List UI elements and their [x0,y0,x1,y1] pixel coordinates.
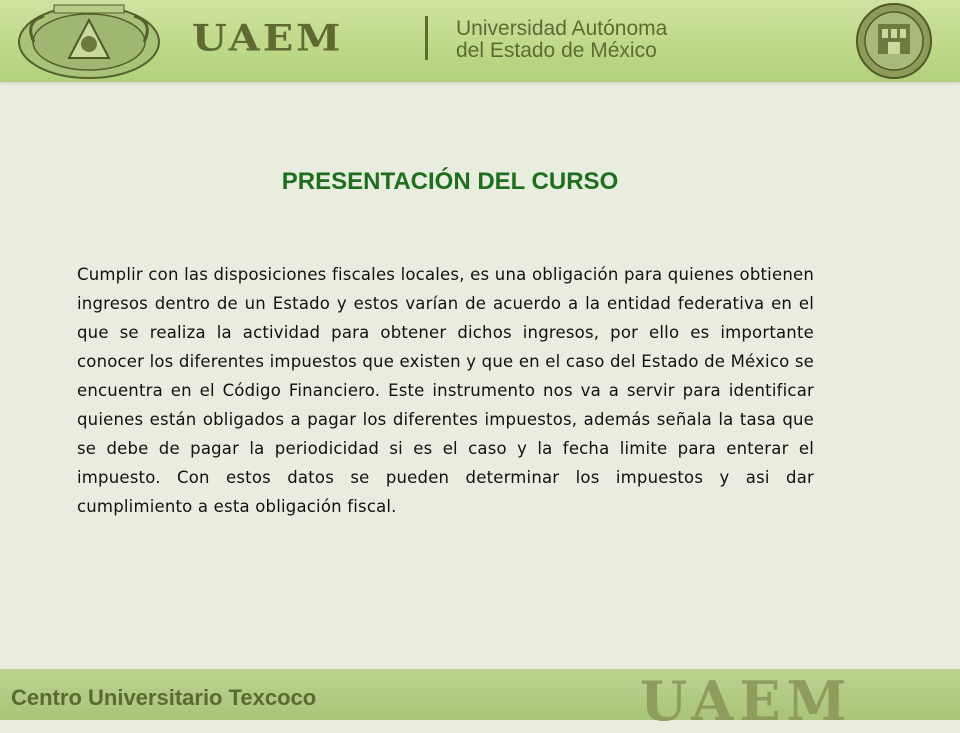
campus-label: Centro Universitario Texcoco [11,685,317,710]
course-description: Cumplir con las disposiciones fiscales locales, es una obligación para quienes obtienen ingresos dentro de un Estado y estos varían de acuerdo a la entidad federativa en el que se realiza la actividad para obtener dichos ingresos, por ello es importante conocer los diferentes impuestos que existen y que en el caso del Estado de México se encuentra en el Código Financiero. Este instrumento nos va a servir para identificar quienes están obligados a pagar los diferentes impuestos, además señala la tasa que se debe de pagar la periodicidad si es el caso y la fecha limite para enterar el impuesto. Con estos datos se pueden determinar los impuestos y asi dar cumplimiento a esta obligación fiscal. [77,265,814,516]
uaem-wordmark: UAEM [192,17,344,60]
university-name-line1: Universidad Autónoma [456,17,668,40]
header-banner [0,0,960,82]
coat-of-arms-icon [14,2,164,80]
brand-divider [425,16,428,60]
university-name-line2: del Estado de México [456,39,657,62]
footer-banner [0,669,960,733]
university-name [456,18,667,62]
footer-uaem-wordmark: UAEM [640,669,853,733]
administration-seal-icon [842,2,946,80]
page-title: PRESENTACIÓN DEL CURSO [281,168,619,195]
